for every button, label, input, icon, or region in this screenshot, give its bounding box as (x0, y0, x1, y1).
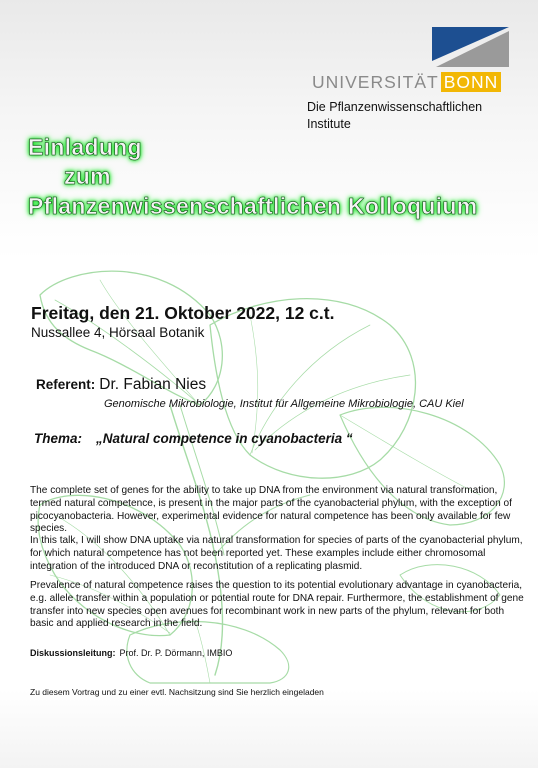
university-name: BONN (441, 72, 502, 92)
university-prefix: UNIVERSITÄT (312, 72, 439, 92)
abstract-paragraph-3: Prevalence of natural competence raises the question to its potential evolutionary advantage in cyanobacteria, e.g. allele transfer within a population or potential route for DNA repair. Furthermore, the establishment of gene transfer into new species open avenues for recombinant work in new parts of the phylum, relevant for both basic and applied research in the field. (30, 580, 524, 630)
speaker-label: Referent: (36, 377, 96, 392)
headline-zum: zum (64, 163, 111, 189)
speaker-affiliation: Genomische Mikrobiologie, Institut für Allgemeine Mikrobiologie, CAU Kiel (104, 398, 464, 410)
speaker-row (36, 376, 206, 394)
topic-row (34, 431, 353, 446)
university-logo-icon (432, 27, 509, 67)
discussion-chair-row (30, 648, 232, 658)
institute-subtitle: Die Pflanzenwissenschaftlichen Institute (307, 100, 483, 131)
abstract-paragraph-2: In this talk, I will show DNA uptake via natural transformation for species of parts of the cyanobacterial phylum, for which natural competence has not been reported yet. These examples include either chromosomal integration of the introduced DNA or reconstitution of a replicating plasmid. (30, 535, 523, 572)
abstract-paragraph-1: The complete set of genes for the ability to take up DNA from the environment via natural transformation, termed natural competence, is present in the major parts of the cyanobacterial phylum, with the exception of picocyanobacteria. However, experimental evidence for natural competence has been only available for few species. (30, 485, 512, 535)
headline-colloquium: Pflanzenwissenschaftlichen Kolloquium (28, 193, 478, 219)
speaker-name: Dr. Fabian Nies (99, 376, 207, 393)
event-location: Nussallee 4, Hörsaal Botanik (31, 325, 205, 340)
topic-label: Thema: (34, 431, 83, 446)
university-wordmark (312, 72, 501, 92)
headline-invitation: Einladung (28, 134, 142, 160)
topic-title: „Natural competence in cyanobacteria “ (96, 431, 353, 446)
event-date-time: Freitag, den 21. Oktober 2022, 12 c.t. (31, 303, 335, 323)
closing-invitation-note: Zu diesem Vortrag und zu einer evtl. Nachsitzung sind Sie herzlich eingeladen (30, 687, 324, 697)
discussion-chair-value: Prof. Dr. P. Dörmann, IMBIO (119, 648, 233, 658)
discussion-chair-label: Diskussionsleitung: (30, 648, 116, 658)
